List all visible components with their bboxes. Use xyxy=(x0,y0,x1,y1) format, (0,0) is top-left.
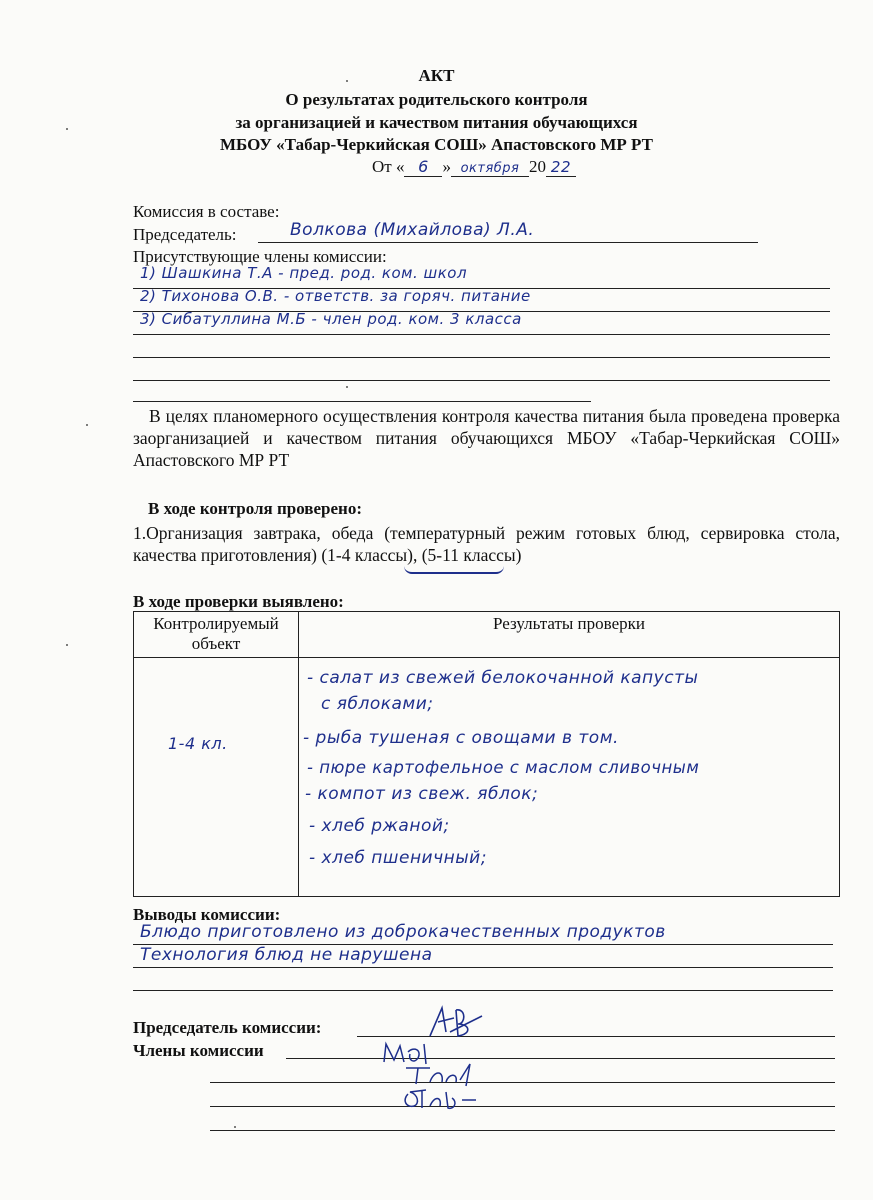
date-line xyxy=(372,157,576,177)
conclusions-heading: Выводы комиссии: xyxy=(133,905,281,924)
findings-table xyxy=(133,611,840,897)
title-line-2: за организацией и качеством питания обучающихся xyxy=(235,113,638,132)
member-line-4 xyxy=(133,357,830,358)
member-1: 1) Шашкина Т.А - пред. род. ком. школ xyxy=(140,264,468,282)
signature-members-line-4 xyxy=(210,1130,835,1131)
row-object: 1-4 кл. xyxy=(168,734,228,753)
table-header-row xyxy=(134,612,840,658)
conclusion-2: Технология блюд не нарушена xyxy=(140,945,433,965)
scan-dot xyxy=(66,128,68,130)
result-6: - хлеб ржаной; xyxy=(309,816,450,836)
col-results-header: Результаты проверки xyxy=(299,612,840,658)
title-line-3: МБОУ «Табар-Черкийская СОШ» Апастовского МР РТ xyxy=(220,135,653,154)
result-1: - салат из свежей белокочанной капусты xyxy=(307,668,699,688)
conclusion-1: Блюдо приготовлено из доброкачественных продуктов xyxy=(140,922,666,942)
result-5: - компот из свеж. яблок; xyxy=(305,784,539,804)
scan-dot xyxy=(66,644,68,646)
row-object-cell xyxy=(134,658,299,897)
result-3: - рыба тушеная с овощами в том. xyxy=(303,728,619,748)
document-title: АКТ xyxy=(418,66,455,85)
result-4: - пюре картофельное с маслом сливочным xyxy=(307,758,700,777)
findings-heading: В ходе проверки выявлено: xyxy=(133,592,344,611)
chair-label: Председатель: xyxy=(133,225,237,244)
chair-value: Волкова (Михайлова) Л.А. xyxy=(290,220,535,240)
table-row xyxy=(134,658,840,897)
date-year: 22 xyxy=(546,158,576,177)
members-label: Присутствующие члены комиссии: xyxy=(133,247,387,266)
scan-dot xyxy=(346,80,348,82)
date-day: 6 xyxy=(404,157,442,177)
scan-dot xyxy=(234,1126,236,1128)
row-results-cell xyxy=(299,658,840,897)
conclusion-line-2 xyxy=(133,967,833,968)
member-3: 3) Сибатуллина М.Б - член род. ком. 3 класса xyxy=(140,310,522,328)
chair-underline xyxy=(258,242,758,243)
member-line-5 xyxy=(133,380,830,381)
chair-signature xyxy=(420,1002,490,1042)
conclusion-line-3 xyxy=(133,990,833,991)
date-year-prefix: 20 xyxy=(528,157,546,176)
scan-dot xyxy=(86,424,88,426)
signature-members-label: Члены комиссии xyxy=(133,1041,264,1060)
date-month: октября xyxy=(451,161,529,177)
date-mid: » xyxy=(442,157,451,176)
member-line-3 xyxy=(133,334,830,335)
result-7: - хлеб пшеничный; xyxy=(309,848,487,868)
title-line-1: О результатах родительского контроля xyxy=(285,90,588,109)
result-2: с яблоками; xyxy=(321,694,434,714)
intro-paragraph: В целях планомерного осуществления контроля качества питания была проведена проверка заорганизацией и качеством питания обучающихся МБОУ «Табар-Черкийская СОШ» Апастовского МР РТ xyxy=(133,406,840,470)
member-line-6 xyxy=(133,401,591,402)
date-prefix: От « xyxy=(372,157,405,176)
signature-members-line-1 xyxy=(286,1058,835,1059)
signature-members-line-2 xyxy=(210,1082,835,1083)
signature-members-line-3 xyxy=(210,1106,835,1107)
signature-chair-label: Председатель комиссии: xyxy=(133,1018,322,1037)
member-2: 2) Тихонова О.В. - ответств. за горяч. питание xyxy=(140,287,531,305)
checked-item: 1.Организация завтрака, обеда (температурный режим готовых блюд, сервировка стола, качества приготовления) (1-4 классы), (5-11 классы) xyxy=(133,523,840,565)
handwritten-underline-mark xyxy=(404,566,504,574)
checked-heading: В ходе контроля проверено: xyxy=(148,499,362,518)
member-signature-3 xyxy=(400,1084,480,1114)
scan-dot xyxy=(346,386,348,388)
col-object-header: Контролируемый объект xyxy=(134,612,299,658)
composition-label: Комиссия в составе: xyxy=(133,202,280,221)
